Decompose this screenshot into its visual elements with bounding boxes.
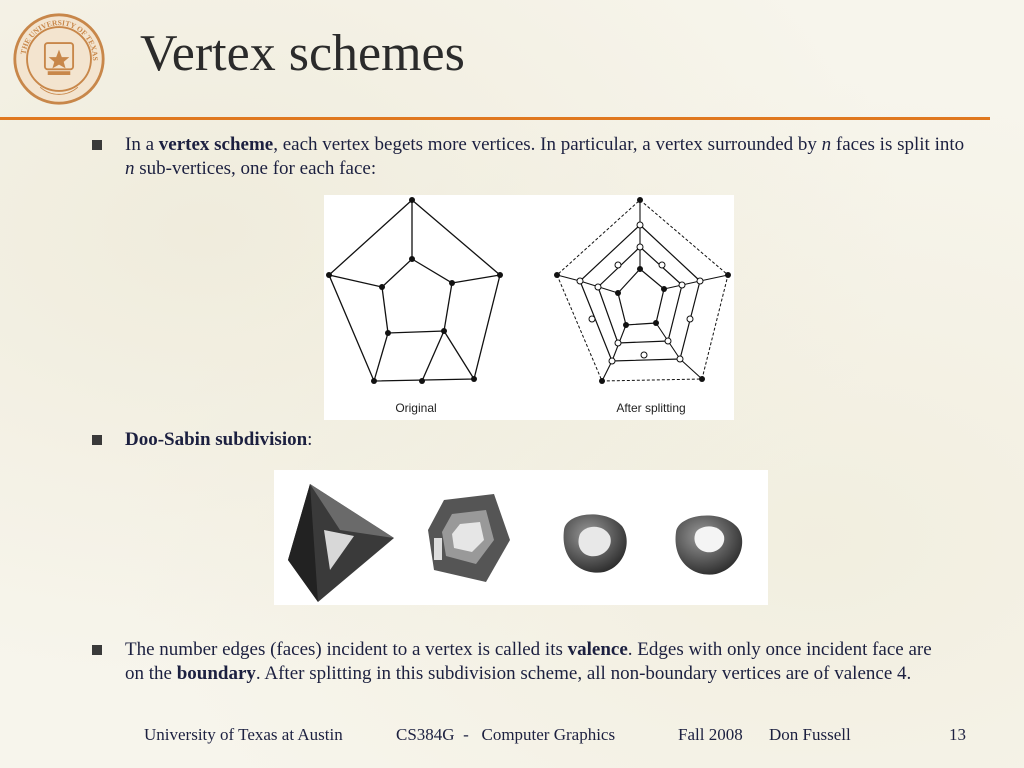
- split-mesh: [554, 197, 731, 384]
- bullet-text: . Edges with only once incident face are on the: [125, 639, 932, 684]
- footer-term: Fall 2008: [678, 725, 743, 744]
- bullet-text: In a: [125, 134, 159, 155]
- vertex-split-figure: [324, 195, 734, 420]
- bullet-marker: [92, 645, 102, 655]
- tetrahedron-level-3: [676, 516, 743, 575]
- bullet-text: sub-vertices, one for each face:: [134, 158, 377, 179]
- page-number: 13: [949, 725, 966, 744]
- doo-sabin-sequence-figure: [274, 470, 768, 605]
- tetrahedron-level-2: [564, 514, 627, 572]
- bullet-marker: [92, 435, 102, 445]
- original-mesh: [329, 200, 500, 381]
- term-valence: valence: [567, 639, 628, 660]
- term-doo-sabin: Doo-Sabin subdivision: [125, 429, 308, 450]
- footer-author: Don Fussell: [769, 725, 851, 744]
- footer-course: CS384G - Computer Graphics: [396, 725, 616, 744]
- bullet-text: , each vertex begets more vertices. In particular, a vertex surrounded by: [273, 134, 822, 155]
- term-vertex-scheme: vertex scheme: [158, 134, 274, 155]
- bullet-vertex-scheme: [125, 133, 965, 181]
- term-boundary: boundary: [176, 663, 256, 684]
- footer-institution: University of Texas at Austin: [144, 725, 343, 744]
- university-seal-logo: [12, 12, 106, 106]
- bullet-text: . After splitting in this subdivision scheme, all non-boundary vertices are of valence 4.: [255, 663, 912, 684]
- caption-original: Original: [395, 401, 437, 415]
- bullet-text: :: [307, 429, 313, 450]
- tetrahedron-level-0: [288, 484, 394, 602]
- variable-n: n: [125, 158, 135, 179]
- variable-n: n: [821, 134, 832, 155]
- svg-text:THE UNIVERSITY OF TEXAS: THE UNIVERSITY OF TEXAS: [18, 18, 100, 61]
- bullet-valence: [125, 638, 945, 686]
- tetrahedron-level-1: [428, 494, 510, 582]
- slide-title: Vertex schemes: [140, 25, 465, 82]
- bullet-marker: [92, 140, 102, 150]
- bullet-doo-sabin: [125, 428, 965, 452]
- bullet-text: The number edges (faces) incident to a vertex is called its: [125, 639, 568, 660]
- caption-after-splitting: After splitting: [616, 401, 686, 415]
- bullet-text: faces is split into: [831, 134, 965, 155]
- title-divider: [0, 117, 990, 120]
